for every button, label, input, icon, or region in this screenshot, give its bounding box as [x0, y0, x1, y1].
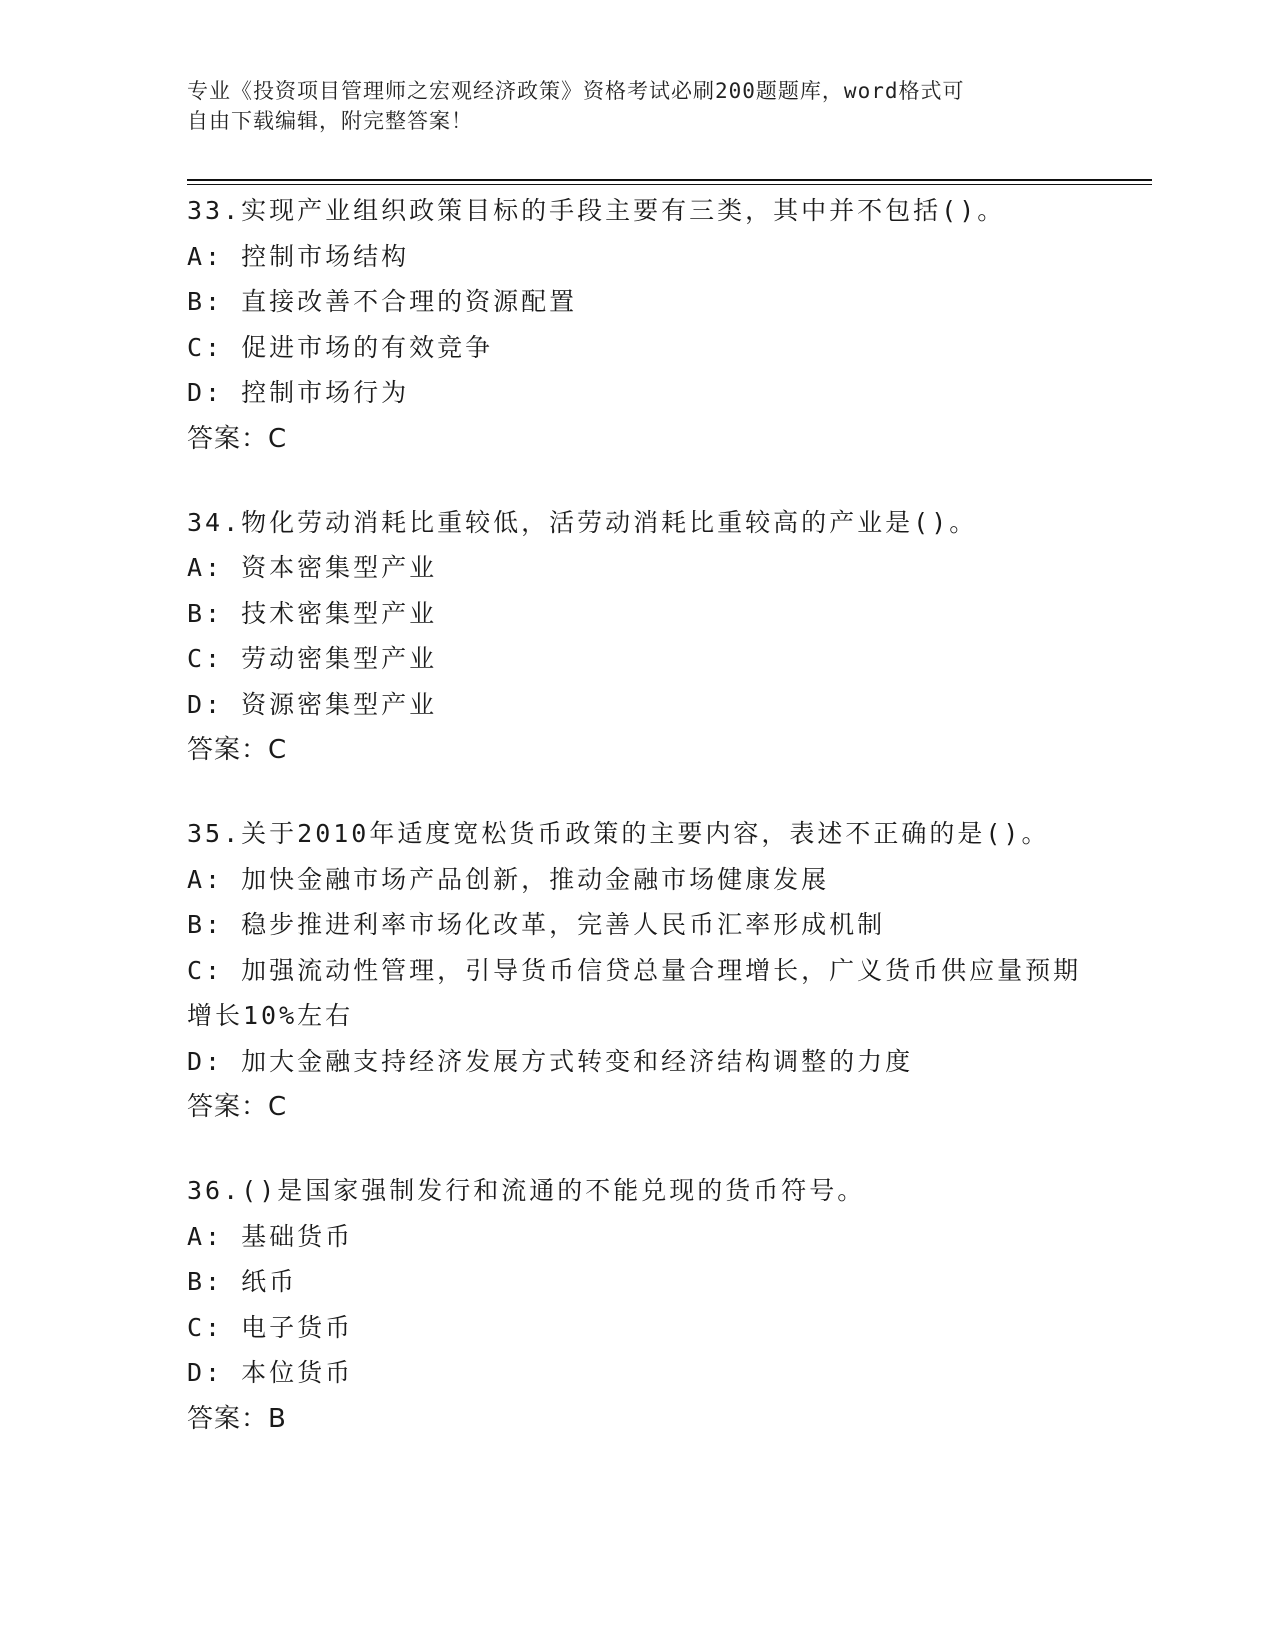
question-stem: 34.物化劳动消耗比重较低，活劳动消耗比重较高的产业是()。: [187, 507, 978, 537]
option-a: A: 基础货币: [187, 1221, 354, 1251]
answer-line: 答案：C: [187, 1092, 288, 1122]
option-a: A: 资本密集型产业: [187, 553, 438, 582]
question-stem: 36.()是国家强制发行和流通的不能兑现的货币符号。: [187, 1176, 866, 1205]
option-d: D: 本位货币: [187, 1358, 354, 1387]
question-36: [187, 1168, 1087, 1442]
option-d: D: 资源密集型产业: [187, 689, 438, 719]
answer-line: 答案：C: [187, 735, 288, 765]
option-b: B: 直接改善不合理的资源配置: [187, 287, 578, 316]
question-34: [187, 500, 1087, 774]
option-a: A: 加快金融市场产品创新，推动金融市场健康发展: [187, 864, 830, 894]
option-d: D: 控制市场行为: [187, 378, 410, 407]
option-c: C: 劳动密集型产业: [187, 644, 438, 673]
question-stem: 35.关于2010年适度宽松货币政策的主要内容，表述不正确的是()。: [187, 819, 1050, 848]
header-line-2: 自由下载编辑，附完整答案！: [187, 109, 473, 133]
question-list: [187, 188, 1087, 1480]
option-c: C: 促进市场的有效竞争: [187, 332, 494, 362]
question-35: [187, 811, 1087, 1130]
question-33: [187, 188, 1087, 462]
question-stem: 33.实现产业组织政策目标的手段主要有三类，其中并不包括()。: [187, 196, 1006, 225]
option-b: B: 技术密集型产业: [187, 598, 438, 628]
document-header: [187, 76, 1087, 136]
answer-line: 答案：C: [187, 423, 288, 454]
option-b: B: 稳步推进利率市场化改革，完善人民币汇率形成机制: [187, 910, 886, 939]
option-a: A: 控制市场结构: [187, 241, 410, 271]
option-b: B: 纸币: [187, 1267, 298, 1296]
option-c: C: 加强流动性管理，引导货币信贷总量合理增长，广义货币供应量预期增长10%左右: [187, 955, 1082, 1030]
header-line-1: 专业《投资项目管理师之宏观经济政策》资格考试必刷200题题库，word格式可: [187, 79, 965, 103]
header-divider-thick: [187, 179, 1152, 181]
answer-line: 答案：B: [187, 1403, 287, 1434]
option-c: C: 电子货币: [187, 1312, 354, 1342]
header-divider-thin: [187, 184, 1152, 185]
option-d: D: 加大金融支持经济发展方式转变和经济结构调整的力度: [187, 1046, 914, 1076]
